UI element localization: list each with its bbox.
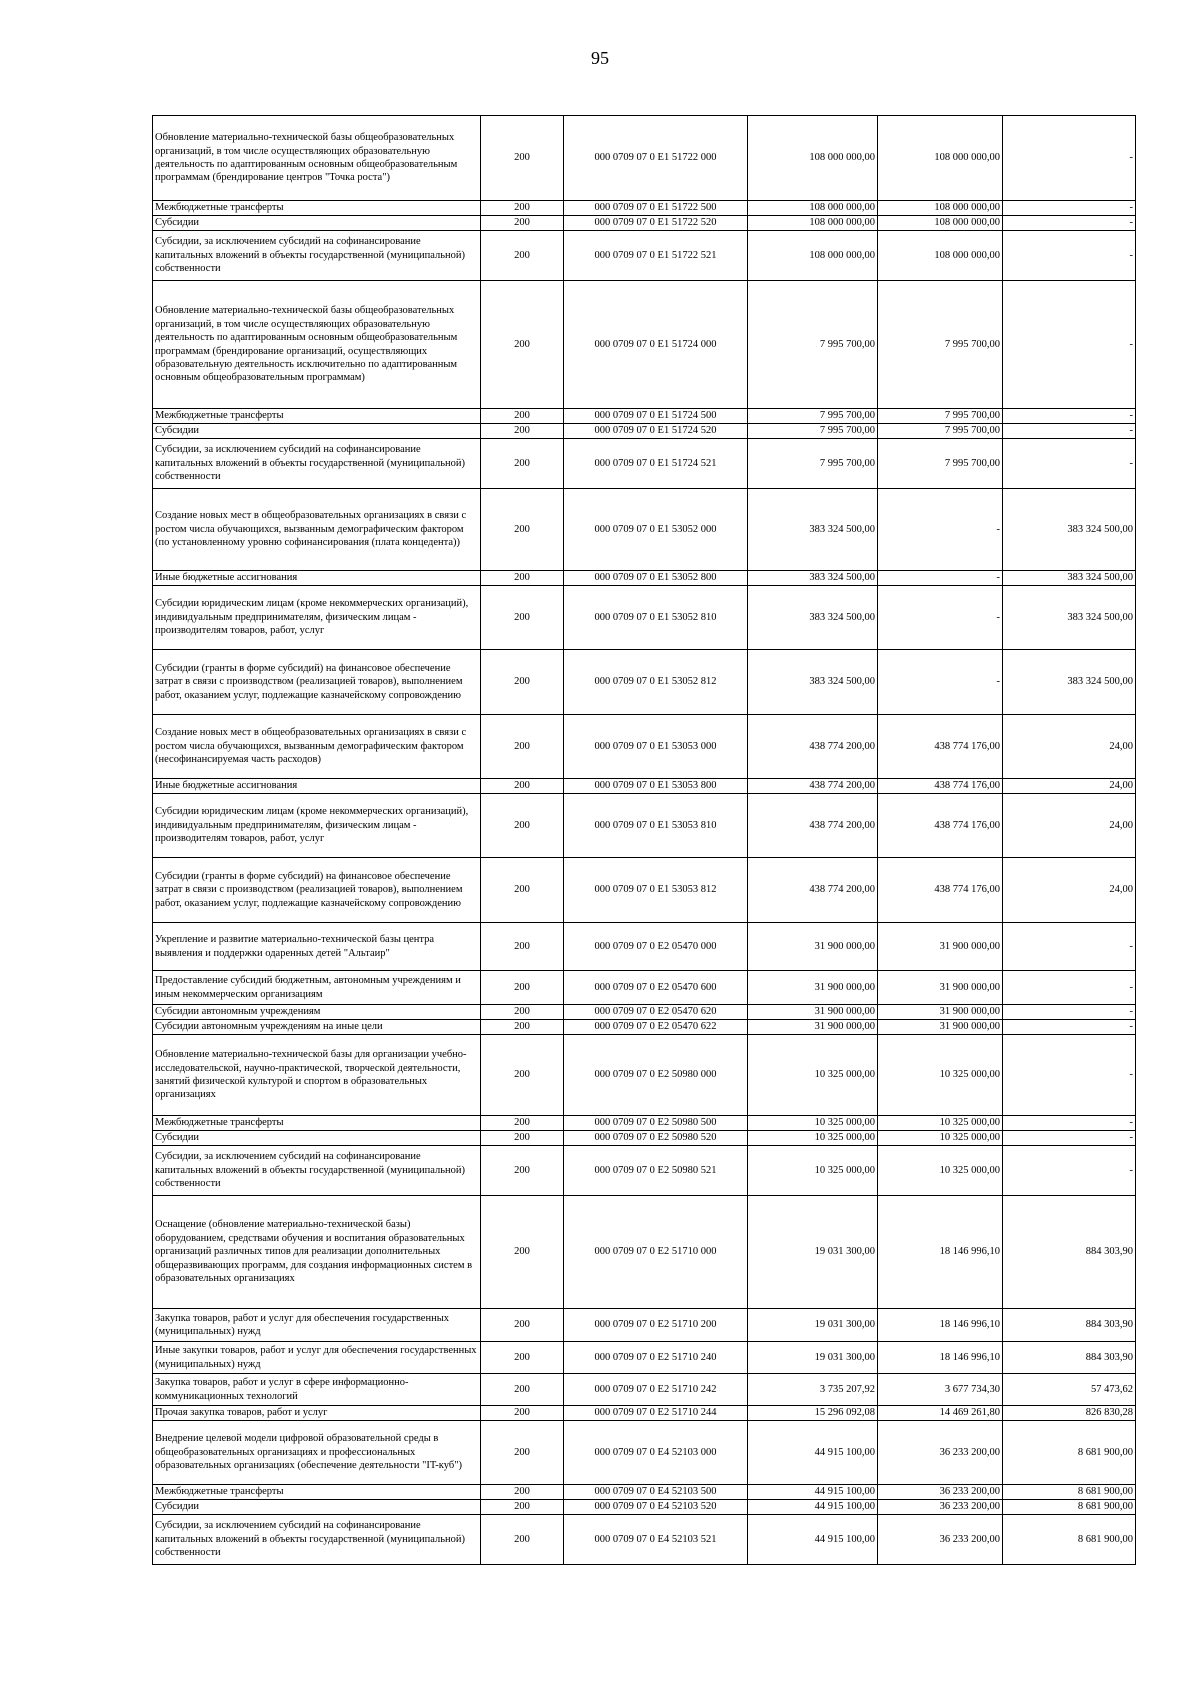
approved-amount-cell: 31 900 000,00	[748, 1005, 878, 1020]
table-row	[153, 858, 1136, 923]
executed-amount-cell: 18 146 996,10	[878, 1196, 1003, 1309]
executed-amount-cell: 7 995 700,00	[878, 424, 1003, 439]
executed-amount-cell: 31 900 000,00	[878, 923, 1003, 971]
classification-code-cell: 000 0709 07 0 E1 51722 000	[564, 116, 748, 201]
expense-name-cell: Закупка товаров, работ и услуг в сфере информационно-коммуникационных технологий	[153, 1374, 481, 1406]
unexecuted-amount-cell: -	[1003, 231, 1136, 281]
executed-amount-cell: 438 774 176,00	[878, 779, 1003, 794]
expense-name-cell: Субсидии	[153, 1131, 481, 1146]
classification-code-cell: 000 0709 07 0 E1 53052 000	[564, 489, 748, 571]
executed-amount-cell: 31 900 000,00	[878, 1005, 1003, 1020]
expense-name-cell: Обновление материально-технической базы для организации учебно-исследовательской, научно-практической, творческой деятельности, занятий физической культурой и спортом в образовательных организациях	[153, 1035, 481, 1116]
classification-code-cell: 000 0709 07 0 E1 53053 000	[564, 715, 748, 779]
table-row	[153, 1406, 1136, 1421]
page-number: 95	[591, 48, 609, 68]
classification-code-cell: 000 0709 07 0 E4 52103 500	[564, 1485, 748, 1500]
classification-code-cell: 000 0709 07 0 E2 05470 622	[564, 1020, 748, 1035]
classification-code-cell: 000 0709 07 0 E1 51724 521	[564, 439, 748, 489]
expense-name-cell: Иные закупки товаров, работ и услуг для обеспечения государственных (муниципальных) нужд	[153, 1342, 481, 1374]
table-row	[153, 794, 1136, 858]
executed-amount-cell: -	[878, 489, 1003, 571]
line-code-cell: 200	[481, 489, 564, 571]
classification-code-cell: 000 0709 07 0 E2 05470 600	[564, 971, 748, 1005]
expense-name-cell: Субсидии, за исключением субсидий на софинансирование капитальных вложений в объекты государственной (муниципальной) собственности	[153, 439, 481, 489]
executed-amount-cell: 36 233 200,00	[878, 1485, 1003, 1500]
executed-amount-cell: 10 325 000,00	[878, 1116, 1003, 1131]
executed-amount-cell: 10 325 000,00	[878, 1131, 1003, 1146]
executed-amount-cell: 36 233 200,00	[878, 1515, 1003, 1565]
approved-amount-cell: 31 900 000,00	[748, 971, 878, 1005]
classification-code-cell: 000 0709 07 0 E2 50980 521	[564, 1146, 748, 1196]
unexecuted-amount-cell: -	[1003, 1020, 1136, 1035]
approved-amount-cell: 44 915 100,00	[748, 1421, 878, 1485]
table-row	[153, 1146, 1136, 1196]
expense-name-cell: Субсидии	[153, 1500, 481, 1515]
unexecuted-amount-cell: -	[1003, 201, 1136, 216]
expense-name-cell: Создание новых мест в общеобразовательных организациях в связи с ростом числа обучающихся, вызванным демографическим фактором (по установленному уровню софинансирования (плата концедента))	[153, 489, 481, 571]
unexecuted-amount-cell: 8 681 900,00	[1003, 1500, 1136, 1515]
classification-code-cell: 000 0709 07 0 E1 51724 500	[564, 409, 748, 424]
executed-amount-cell: 108 000 000,00	[878, 116, 1003, 201]
unexecuted-amount-cell: 8 681 900,00	[1003, 1485, 1136, 1500]
table-row	[153, 923, 1136, 971]
line-code-cell: 200	[481, 1406, 564, 1421]
line-code-cell: 200	[481, 858, 564, 923]
approved-amount-cell: 31 900 000,00	[748, 1020, 878, 1035]
line-code-cell: 200	[481, 439, 564, 489]
table-row	[153, 409, 1136, 424]
line-code-cell: 200	[481, 715, 564, 779]
approved-amount-cell: 383 324 500,00	[748, 650, 878, 715]
unexecuted-amount-cell: -	[1003, 439, 1136, 489]
executed-amount-cell: 10 325 000,00	[878, 1146, 1003, 1196]
classification-code-cell: 000 0709 07 0 E1 51722 520	[564, 216, 748, 231]
table-row	[153, 1020, 1136, 1035]
approved-amount-cell: 44 915 100,00	[748, 1500, 878, 1515]
classification-code-cell: 000 0709 07 0 E2 05470 000	[564, 923, 748, 971]
classification-code-cell: 000 0709 07 0 E1 51724 000	[564, 281, 748, 409]
unexecuted-amount-cell: -	[1003, 923, 1136, 971]
executed-amount-cell: 438 774 176,00	[878, 794, 1003, 858]
executed-amount-cell: 7 995 700,00	[878, 439, 1003, 489]
classification-code-cell: 000 0709 07 0 E2 50980 000	[564, 1035, 748, 1116]
line-code-cell: 200	[481, 779, 564, 794]
classification-code-cell: 000 0709 07 0 E4 52103 000	[564, 1421, 748, 1485]
unexecuted-amount-cell: 383 324 500,00	[1003, 489, 1136, 571]
table-row	[153, 439, 1136, 489]
line-code-cell: 200	[481, 231, 564, 281]
approved-amount-cell: 44 915 100,00	[748, 1485, 878, 1500]
expense-name-cell: Закупка товаров, работ и услуг для обеспечения государственных (муниципальных) нужд	[153, 1309, 481, 1342]
expense-name-cell: Создание новых мест в общеобразовательных организациях в связи с ростом числа обучающихся, вызванным демографическим фактором (несофинансируемая часть расходов)	[153, 715, 481, 779]
approved-amount-cell: 44 915 100,00	[748, 1515, 878, 1565]
executed-amount-cell: 108 000 000,00	[878, 201, 1003, 216]
approved-amount-cell: 108 000 000,00	[748, 201, 878, 216]
unexecuted-amount-cell: 884 303,90	[1003, 1196, 1136, 1309]
table-body	[153, 116, 1136, 1565]
classification-code-cell: 000 0709 07 0 E2 51710 200	[564, 1309, 748, 1342]
classification-code-cell: 000 0709 07 0 E1 53053 810	[564, 794, 748, 858]
unexecuted-amount-cell: 24,00	[1003, 794, 1136, 858]
line-code-cell: 200	[481, 571, 564, 586]
executed-amount-cell: 36 233 200,00	[878, 1421, 1003, 1485]
approved-amount-cell: 15 296 092,08	[748, 1406, 878, 1421]
line-code-cell: 200	[481, 281, 564, 409]
expense-name-cell: Субсидии, за исключением субсидий на софинансирование капитальных вложений в объекты государственной (муниципальной) собственности	[153, 231, 481, 281]
table-row	[153, 1485, 1136, 1500]
line-code-cell: 200	[481, 794, 564, 858]
table-row	[153, 1309, 1136, 1342]
approved-amount-cell: 31 900 000,00	[748, 923, 878, 971]
table-row	[153, 1005, 1136, 1020]
line-code-cell: 200	[481, 923, 564, 971]
classification-code-cell: 000 0709 07 0 E2 51710 244	[564, 1406, 748, 1421]
unexecuted-amount-cell: -	[1003, 281, 1136, 409]
expense-name-cell: Иные бюджетные ассигнования	[153, 571, 481, 586]
expense-name-cell: Обновление материально-технической базы общеобразовательных организаций, в том числе осуществляющих образовательную деятельность по адаптированным основным общеобразовательным программам (брендирование организаций, осуществляющих образовательную деятельность исключительно по адаптированным основным общеобразовательным программам)	[153, 281, 481, 409]
classification-code-cell: 000 0709 07 0 E1 53053 800	[564, 779, 748, 794]
line-code-cell: 200	[481, 1146, 564, 1196]
unexecuted-amount-cell: -	[1003, 1035, 1136, 1116]
executed-amount-cell: 7 995 700,00	[878, 281, 1003, 409]
expense-name-cell: Субсидии, за исключением субсидий на софинансирование капитальных вложений в объекты государственной (муниципальной) собственности	[153, 1515, 481, 1565]
classification-code-cell: 000 0709 07 0 E1 51722 521	[564, 231, 748, 281]
approved-amount-cell: 438 774 200,00	[748, 715, 878, 779]
table-row	[153, 1342, 1136, 1374]
expense-name-cell: Иные бюджетные ассигнования	[153, 779, 481, 794]
table-row	[153, 779, 1136, 794]
unexecuted-amount-cell: -	[1003, 1116, 1136, 1131]
table-row	[153, 424, 1136, 439]
unexecuted-amount-cell: -	[1003, 1146, 1136, 1196]
expense-name-cell: Прочая закупка товаров, работ и услуг	[153, 1406, 481, 1421]
approved-amount-cell: 108 000 000,00	[748, 216, 878, 231]
executed-amount-cell: 36 233 200,00	[878, 1500, 1003, 1515]
expense-name-cell: Межбюджетные трансферты	[153, 1116, 481, 1131]
line-code-cell: 200	[481, 1421, 564, 1485]
table-row	[153, 715, 1136, 779]
unexecuted-amount-cell: -	[1003, 1005, 1136, 1020]
line-code-cell: 200	[481, 424, 564, 439]
line-code-cell: 200	[481, 409, 564, 424]
line-code-cell: 200	[481, 1374, 564, 1406]
line-code-cell: 200	[481, 1005, 564, 1020]
line-code-cell: 200	[481, 116, 564, 201]
line-code-cell: 200	[481, 216, 564, 231]
unexecuted-amount-cell: 8 681 900,00	[1003, 1421, 1136, 1485]
table-row	[153, 1515, 1136, 1565]
classification-code-cell: 000 0709 07 0 E2 05470 620	[564, 1005, 748, 1020]
approved-amount-cell: 19 031 300,00	[748, 1342, 878, 1374]
classification-code-cell: 000 0709 07 0 E2 50980 500	[564, 1116, 748, 1131]
executed-amount-cell: -	[878, 571, 1003, 586]
unexecuted-amount-cell: -	[1003, 971, 1136, 1005]
line-code-cell: 200	[481, 586, 564, 650]
approved-amount-cell: 7 995 700,00	[748, 439, 878, 489]
classification-code-cell: 000 0709 07 0 E2 51710 242	[564, 1374, 748, 1406]
approved-amount-cell: 383 324 500,00	[748, 489, 878, 571]
approved-amount-cell: 108 000 000,00	[748, 116, 878, 201]
expense-name-cell: Субсидии автономным учреждениям на иные цели	[153, 1020, 481, 1035]
expense-name-cell: Межбюджетные трансферты	[153, 409, 481, 424]
approved-amount-cell: 3 735 207,92	[748, 1374, 878, 1406]
approved-amount-cell: 383 324 500,00	[748, 586, 878, 650]
expense-name-cell: Субсидии (гранты в форме субсидий) на финансовое обеспечение затрат в связи с производством (реализацией товаров), выполнением работ, оказанием услуг, подлежащие казначейскому сопровождению	[153, 650, 481, 715]
unexecuted-amount-cell: -	[1003, 1131, 1136, 1146]
line-code-cell: 200	[481, 1035, 564, 1116]
unexecuted-amount-cell: 24,00	[1003, 715, 1136, 779]
line-code-cell: 200	[481, 650, 564, 715]
approved-amount-cell: 383 324 500,00	[748, 571, 878, 586]
classification-code-cell: 000 0709 07 0 E1 53052 800	[564, 571, 748, 586]
table-row	[153, 201, 1136, 216]
table-row	[153, 1500, 1136, 1515]
line-code-cell: 200	[481, 1342, 564, 1374]
unexecuted-amount-cell: 884 303,90	[1003, 1309, 1136, 1342]
unexecuted-amount-cell: 884 303,90	[1003, 1342, 1136, 1374]
expense-name-cell: Укрепление и развитие материально-технической базы центра выявления и поддержки одаренных детей "Альтаир"	[153, 923, 481, 971]
executed-amount-cell: 438 774 176,00	[878, 715, 1003, 779]
classification-code-cell: 000 0709 07 0 E4 52103 521	[564, 1515, 748, 1565]
unexecuted-amount-cell: 383 324 500,00	[1003, 586, 1136, 650]
expense-name-cell: Оснащение (обновление материально-технической базы) оборудованием, средствами обучения и воспитания образовательных организаций различных типов для реализации дополнительных общеразвивающих программ, для создания информационных систем в образовательных организациях	[153, 1196, 481, 1309]
expense-name-cell: Субсидии автономным учреждениям	[153, 1005, 481, 1020]
table-row	[153, 586, 1136, 650]
table-row	[153, 1196, 1136, 1309]
executed-amount-cell: 108 000 000,00	[878, 231, 1003, 281]
line-code-cell: 200	[481, 1515, 564, 1565]
line-code-cell: 200	[481, 1131, 564, 1146]
classification-code-cell: 000 0709 07 0 E1 51722 500	[564, 201, 748, 216]
approved-amount-cell: 7 995 700,00	[748, 281, 878, 409]
table-row	[153, 1131, 1136, 1146]
executed-amount-cell: 31 900 000,00	[878, 971, 1003, 1005]
table-row	[153, 1035, 1136, 1116]
executed-amount-cell: 31 900 000,00	[878, 1020, 1003, 1035]
approved-amount-cell: 108 000 000,00	[748, 231, 878, 281]
table-row	[153, 1116, 1136, 1131]
unexecuted-amount-cell: -	[1003, 116, 1136, 201]
line-code-cell: 200	[481, 1485, 564, 1500]
expense-name-cell: Внедрение целевой модели цифровой образовательной среды в общеобразовательных организациях и профессиональных образовательных организациях (обеспечение деятельности "IT-куб")	[153, 1421, 481, 1485]
approved-amount-cell: 438 774 200,00	[748, 794, 878, 858]
expense-name-cell: Субсидии юридическим лицам (кроме некоммерческих организаций), индивидуальным предпринимателям, физическим лицам - производителям товаров, работ, услуг	[153, 586, 481, 650]
approved-amount-cell: 7 995 700,00	[748, 424, 878, 439]
executed-amount-cell: 14 469 261,80	[878, 1406, 1003, 1421]
expense-name-cell: Субсидии, за исключением субсидий на софинансирование капитальных вложений в объекты государственной (муниципальной) собственности	[153, 1146, 481, 1196]
line-code-cell: 200	[481, 1116, 564, 1131]
table-row	[153, 281, 1136, 409]
unexecuted-amount-cell: 383 324 500,00	[1003, 650, 1136, 715]
approved-amount-cell: 19 031 300,00	[748, 1196, 878, 1309]
unexecuted-amount-cell: 826 830,28	[1003, 1406, 1136, 1421]
expense-name-cell: Субсидии	[153, 424, 481, 439]
unexecuted-amount-cell: -	[1003, 424, 1136, 439]
approved-amount-cell: 438 774 200,00	[748, 779, 878, 794]
budget-execution-table	[152, 115, 1136, 1565]
unexecuted-amount-cell: 57 473,62	[1003, 1374, 1136, 1406]
unexecuted-amount-cell: 24,00	[1003, 779, 1136, 794]
expense-name-cell: Обновление материально-технической базы общеобразовательных организаций, в том числе осуществляющих образовательную деятельность по адаптированным основным общеобразовательным программам (брендирование центров "Точка роста")	[153, 116, 481, 201]
approved-amount-cell: 438 774 200,00	[748, 858, 878, 923]
classification-code-cell: 000 0709 07 0 E2 50980 520	[564, 1131, 748, 1146]
approved-amount-cell: 19 031 300,00	[748, 1309, 878, 1342]
line-code-cell: 200	[481, 201, 564, 216]
line-code-cell: 200	[481, 1500, 564, 1515]
unexecuted-amount-cell: -	[1003, 409, 1136, 424]
line-code-cell: 200	[481, 1309, 564, 1342]
table-row	[153, 216, 1136, 231]
classification-code-cell: 000 0709 07 0 E2 51710 000	[564, 1196, 748, 1309]
executed-amount-cell: 10 325 000,00	[878, 1035, 1003, 1116]
classification-code-cell: 000 0709 07 0 E1 53052 810	[564, 586, 748, 650]
table-row	[153, 971, 1136, 1005]
executed-amount-cell: 3 677 734,30	[878, 1374, 1003, 1406]
table-row	[153, 650, 1136, 715]
unexecuted-amount-cell: 24,00	[1003, 858, 1136, 923]
approved-amount-cell: 7 995 700,00	[748, 409, 878, 424]
line-code-cell: 200	[481, 1020, 564, 1035]
expense-name-cell: Межбюджетные трансферты	[153, 201, 481, 216]
table-row	[153, 116, 1136, 201]
executed-amount-cell: 18 146 996,10	[878, 1342, 1003, 1374]
expense-name-cell: Субсидии юридическим лицам (кроме некоммерческих организаций), индивидуальным предпринимателям, физическим лицам - производителям товаров, работ, услуг	[153, 794, 481, 858]
executed-amount-cell: 18 146 996,10	[878, 1309, 1003, 1342]
table-row	[153, 571, 1136, 586]
approved-amount-cell: 10 325 000,00	[748, 1131, 878, 1146]
line-code-cell: 200	[481, 971, 564, 1005]
executed-amount-cell: 108 000 000,00	[878, 216, 1003, 231]
unexecuted-amount-cell: 383 324 500,00	[1003, 571, 1136, 586]
expense-name-cell: Межбюджетные трансферты	[153, 1485, 481, 1500]
unexecuted-amount-cell: 8 681 900,00	[1003, 1515, 1136, 1565]
table-row	[153, 231, 1136, 281]
table-row	[153, 1421, 1136, 1485]
table-row	[153, 489, 1136, 571]
expense-name-cell: Предоставление субсидий бюджетным, автономным учреждениям и иным некоммерческим организациям	[153, 971, 481, 1005]
line-code-cell: 200	[481, 1196, 564, 1309]
classification-code-cell: 000 0709 07 0 E4 52103 520	[564, 1500, 748, 1515]
expense-name-cell: Субсидии (гранты в форме субсидий) на финансовое обеспечение затрат в связи с производством (реализацией товаров), выполнением работ, оказанием услуг, подлежащие казначейскому сопровождению	[153, 858, 481, 923]
approved-amount-cell: 10 325 000,00	[748, 1146, 878, 1196]
executed-amount-cell: 7 995 700,00	[878, 409, 1003, 424]
unexecuted-amount-cell: -	[1003, 216, 1136, 231]
approved-amount-cell: 10 325 000,00	[748, 1035, 878, 1116]
table-row	[153, 1374, 1136, 1406]
executed-amount-cell: 438 774 176,00	[878, 858, 1003, 923]
classification-code-cell: 000 0709 07 0 E2 51710 240	[564, 1342, 748, 1374]
classification-code-cell: 000 0709 07 0 E1 53052 812	[564, 650, 748, 715]
executed-amount-cell: -	[878, 650, 1003, 715]
classification-code-cell: 000 0709 07 0 E1 51724 520	[564, 424, 748, 439]
approved-amount-cell: 10 325 000,00	[748, 1116, 878, 1131]
classification-code-cell: 000 0709 07 0 E1 53053 812	[564, 858, 748, 923]
expense-name-cell: Субсидии	[153, 216, 481, 231]
executed-amount-cell: -	[878, 586, 1003, 650]
